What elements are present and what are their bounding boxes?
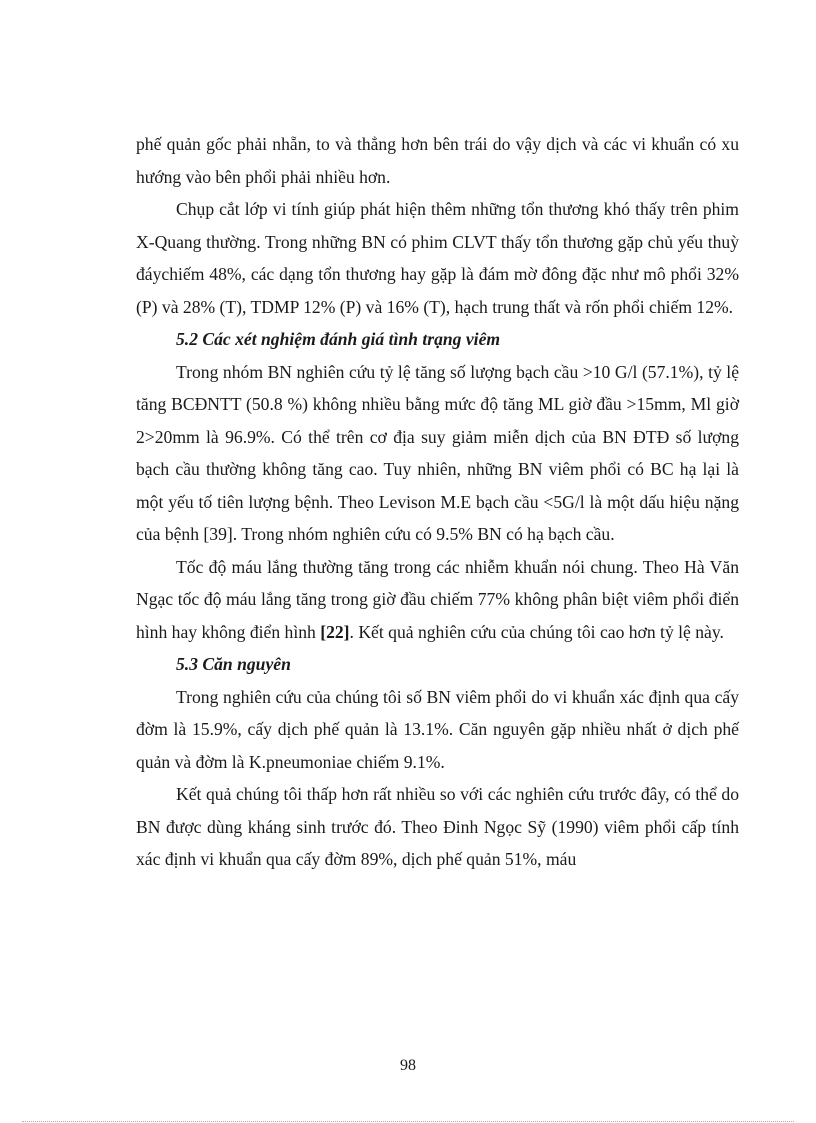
paragraph-4 — [136, 551, 739, 649]
citation-ref: [22] — [320, 621, 350, 642]
paragraph-2: Chụp cắt lớp vi tính giúp phát hiện thêm những tổn thương khó thấy trên phim X-Quang thường. Trong những BN có phim CLVT thấy tổn thương gặp chủ yếu thuỳ đáychiếm 48%, các dạng tổn thương hay gặp là đám mờ đông đặc như mô phổi 32% (P) và 28% (T), TDMP 12% (P) và 16% (T), hạch trung thất và rốn phổi chiếm 12%. — [136, 199, 739, 317]
page-number: 98 — [400, 1057, 416, 1074]
paragraph-3: Trong nhóm BN nghiên cứu tỷ lệ tăng số lượng bạch cầu >10 G/l (57.1%), tỷ lệ tăng BCĐNTT (50.8 %) không nhiều bằng mức độ tăng ML giờ đầu >15mm, Ml giờ 2>20mm là 96.9%. Có thể trên cơ địa suy giảm miễn dịch của BN ĐTĐ số lượng bạch cầu thường không tăng cao. Tuy nhiên, những BN viêm phổi có BC hạ lại là một yếu tố tiên lượng bệnh. Theo Levison M.E bạch cầu <5G/l là một dấu hiệu nặng của bệnh [39]. Trong nhóm nghiên cứu có 9.5% BN có hạ bạch cầu. — [136, 361, 739, 544]
paragraph-5: Trong nghiên cứu của chúng tôi số BN viêm phổi do vi khuẩn xác định qua cấy đờm là 15.9%, cấy dịch phế quản là 13.1%. Căn nguyên gặp nhiều nhất ở dịch phế quản và đờm là K.pneumoniae chiếm 9.1%. — [136, 686, 739, 772]
paragraph-4-text: Tốc độ máu lắng thường tăng trong các nhiễm khuẩn nói chung. Theo Hà Văn Ngạc tốc độ máu lắng tăng trong giờ đầu chiếm 77% không phân biệt viêm phổi điển hình hay không điển hình — [136, 556, 739, 642]
page-body — [136, 128, 739, 876]
section-heading-5-2: 5.2 Các xét nghiệm đánh giá tình trạng viêm — [176, 329, 501, 349]
section-heading-5-3: 5.3 Căn nguyên — [176, 654, 291, 674]
page-bottom-border — [22, 1121, 794, 1122]
paragraph-6: Kết quả chúng tôi thấp hơn rất nhiều so với các nghiên cứu trước đây, có thể do BN được dùng kháng sinh trước đó. Theo Đinh Ngọc Sỹ (1990) viêm phổi cấp tính xác định vi khuẩn qua cấy đờm 89%, dịch phế quản 51%, máu — [136, 784, 739, 869]
paragraph-1: phế quản gốc phải nhẵn, to và thẳng hơn bên trái do vậy dịch và các vi khuẩn có xu hướng vào bên phổi phải nhiều hơn. — [136, 134, 739, 187]
paragraph-4-text-end: . Kết quả nghiên cứu của chúng tôi cao hơn tỷ lệ này. — [349, 621, 724, 642]
